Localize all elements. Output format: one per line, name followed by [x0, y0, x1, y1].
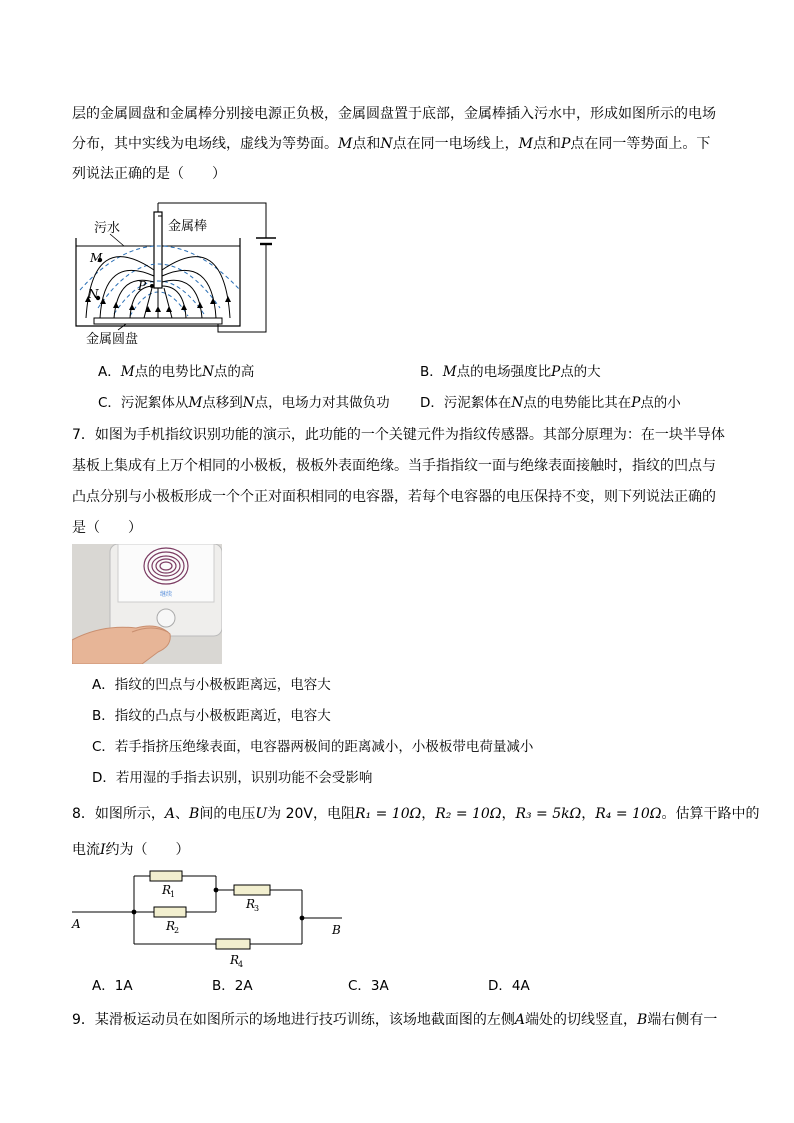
q7-line2: 基板上集成有上万个相同的小极板，极板外表面绝缘。当手指指纹一面与绝缘表面接触时，指纹的凹点与: [72, 458, 716, 474]
circuit-diagram: [70, 866, 360, 970]
label-R1: R: [162, 883, 172, 897]
electric-field-figure: [70, 198, 280, 346]
q7-option-b: B．指纹的凸点与小极板距离近，电容大: [92, 708, 331, 724]
label-R1-sub: 1: [170, 890, 176, 899]
resistor-R2: [154, 907, 186, 917]
q9-line1: 9．某滑板运动员在如图所示的场地进行技巧训练，该场地截面图的左侧A端处的切线竖直，B端右侧有一: [72, 1012, 718, 1028]
label-R4-sub: 4: [238, 960, 244, 969]
label-disc: 金属圆盘: [86, 332, 139, 346]
label-sewage: 污水: [94, 221, 121, 236]
q8-option-b: B．2A: [212, 978, 253, 994]
q7-option-c: C．若手指挤压绝缘表面，电容器两极间的距离减小，小极板带电荷量减小: [92, 739, 534, 755]
resistor-R3: [234, 885, 270, 895]
q8-option-c: C．3A: [348, 978, 389, 994]
label-R3-sub: 3: [254, 904, 260, 913]
phone-continue-label: 继续: [159, 591, 173, 598]
q7-option-d: D．若用湿的手指去识别，识别功能不会受影响: [92, 770, 373, 786]
q6-option-b: B．M点的电场强度比P点的大: [420, 364, 601, 380]
q7-line3: 凸点分别与小极板形成一个个正对面积相同的电容器，若每个电容器的电压保持不变，则下列说法正确的: [72, 489, 716, 505]
label-N: N: [88, 287, 99, 301]
q7-option-a: A．指纹的凹点与小极板距离远，电容大: [92, 677, 331, 693]
resistor-R1: [150, 871, 182, 881]
label-M: M: [90, 251, 103, 265]
q6-line2: 分布，其中实线为电场线，虚线为等势面。M点和N点在同一电场线上，M点和P点在同一等势面上。下: [72, 136, 711, 152]
q7-line1: 7．如图为手机指纹识别功能的演示，此功能的一个关键元件为指纹传感器。其部分原理为：在一块半导体: [72, 427, 725, 443]
label-R2: R: [166, 919, 176, 933]
q8-line1: 8．如图所示，A、B间的电压U为 20V，电阻R₁ = 10Ω，R₂ = 10Ω，R₃ = 5kΩ，R₄ = 10Ω。估算干路中的: [72, 806, 760, 822]
q6-line3: 列说法正确的是（ ）: [72, 166, 226, 182]
resistor-R4: [216, 939, 250, 949]
label-P: P: [138, 279, 147, 293]
q7-line4: 是（ ）: [72, 520, 142, 536]
label-R3: R: [246, 897, 256, 911]
q8-line2: 电流I约为（ ）: [72, 842, 190, 858]
q6-option-a: A．M点的电势比N点的高: [98, 364, 255, 380]
q6-option-d: D．污泥絮体在N点的电势能比其在P点的小: [420, 395, 681, 411]
label-rod: 金属棒: [168, 219, 208, 234]
label-R4: R: [230, 953, 240, 967]
q6-line1: 层的金属圆盘和金属棒分别接电源正负极，金属圆盘置于底部，金属棒插入污水中，形成如图所示的电场: [72, 106, 716, 122]
q6-option-c: C．污泥絮体从M点移到N点，电场力对其做负功: [98, 395, 390, 411]
q8-option-d: D．4A: [488, 978, 530, 994]
fingerprint-phone-photo: [72, 544, 222, 664]
circuit-label-B: B: [332, 923, 341, 937]
label-R2-sub: 2: [174, 926, 180, 935]
q8-option-a: A．1A: [92, 978, 133, 994]
circuit-label-A: A: [72, 917, 81, 931]
